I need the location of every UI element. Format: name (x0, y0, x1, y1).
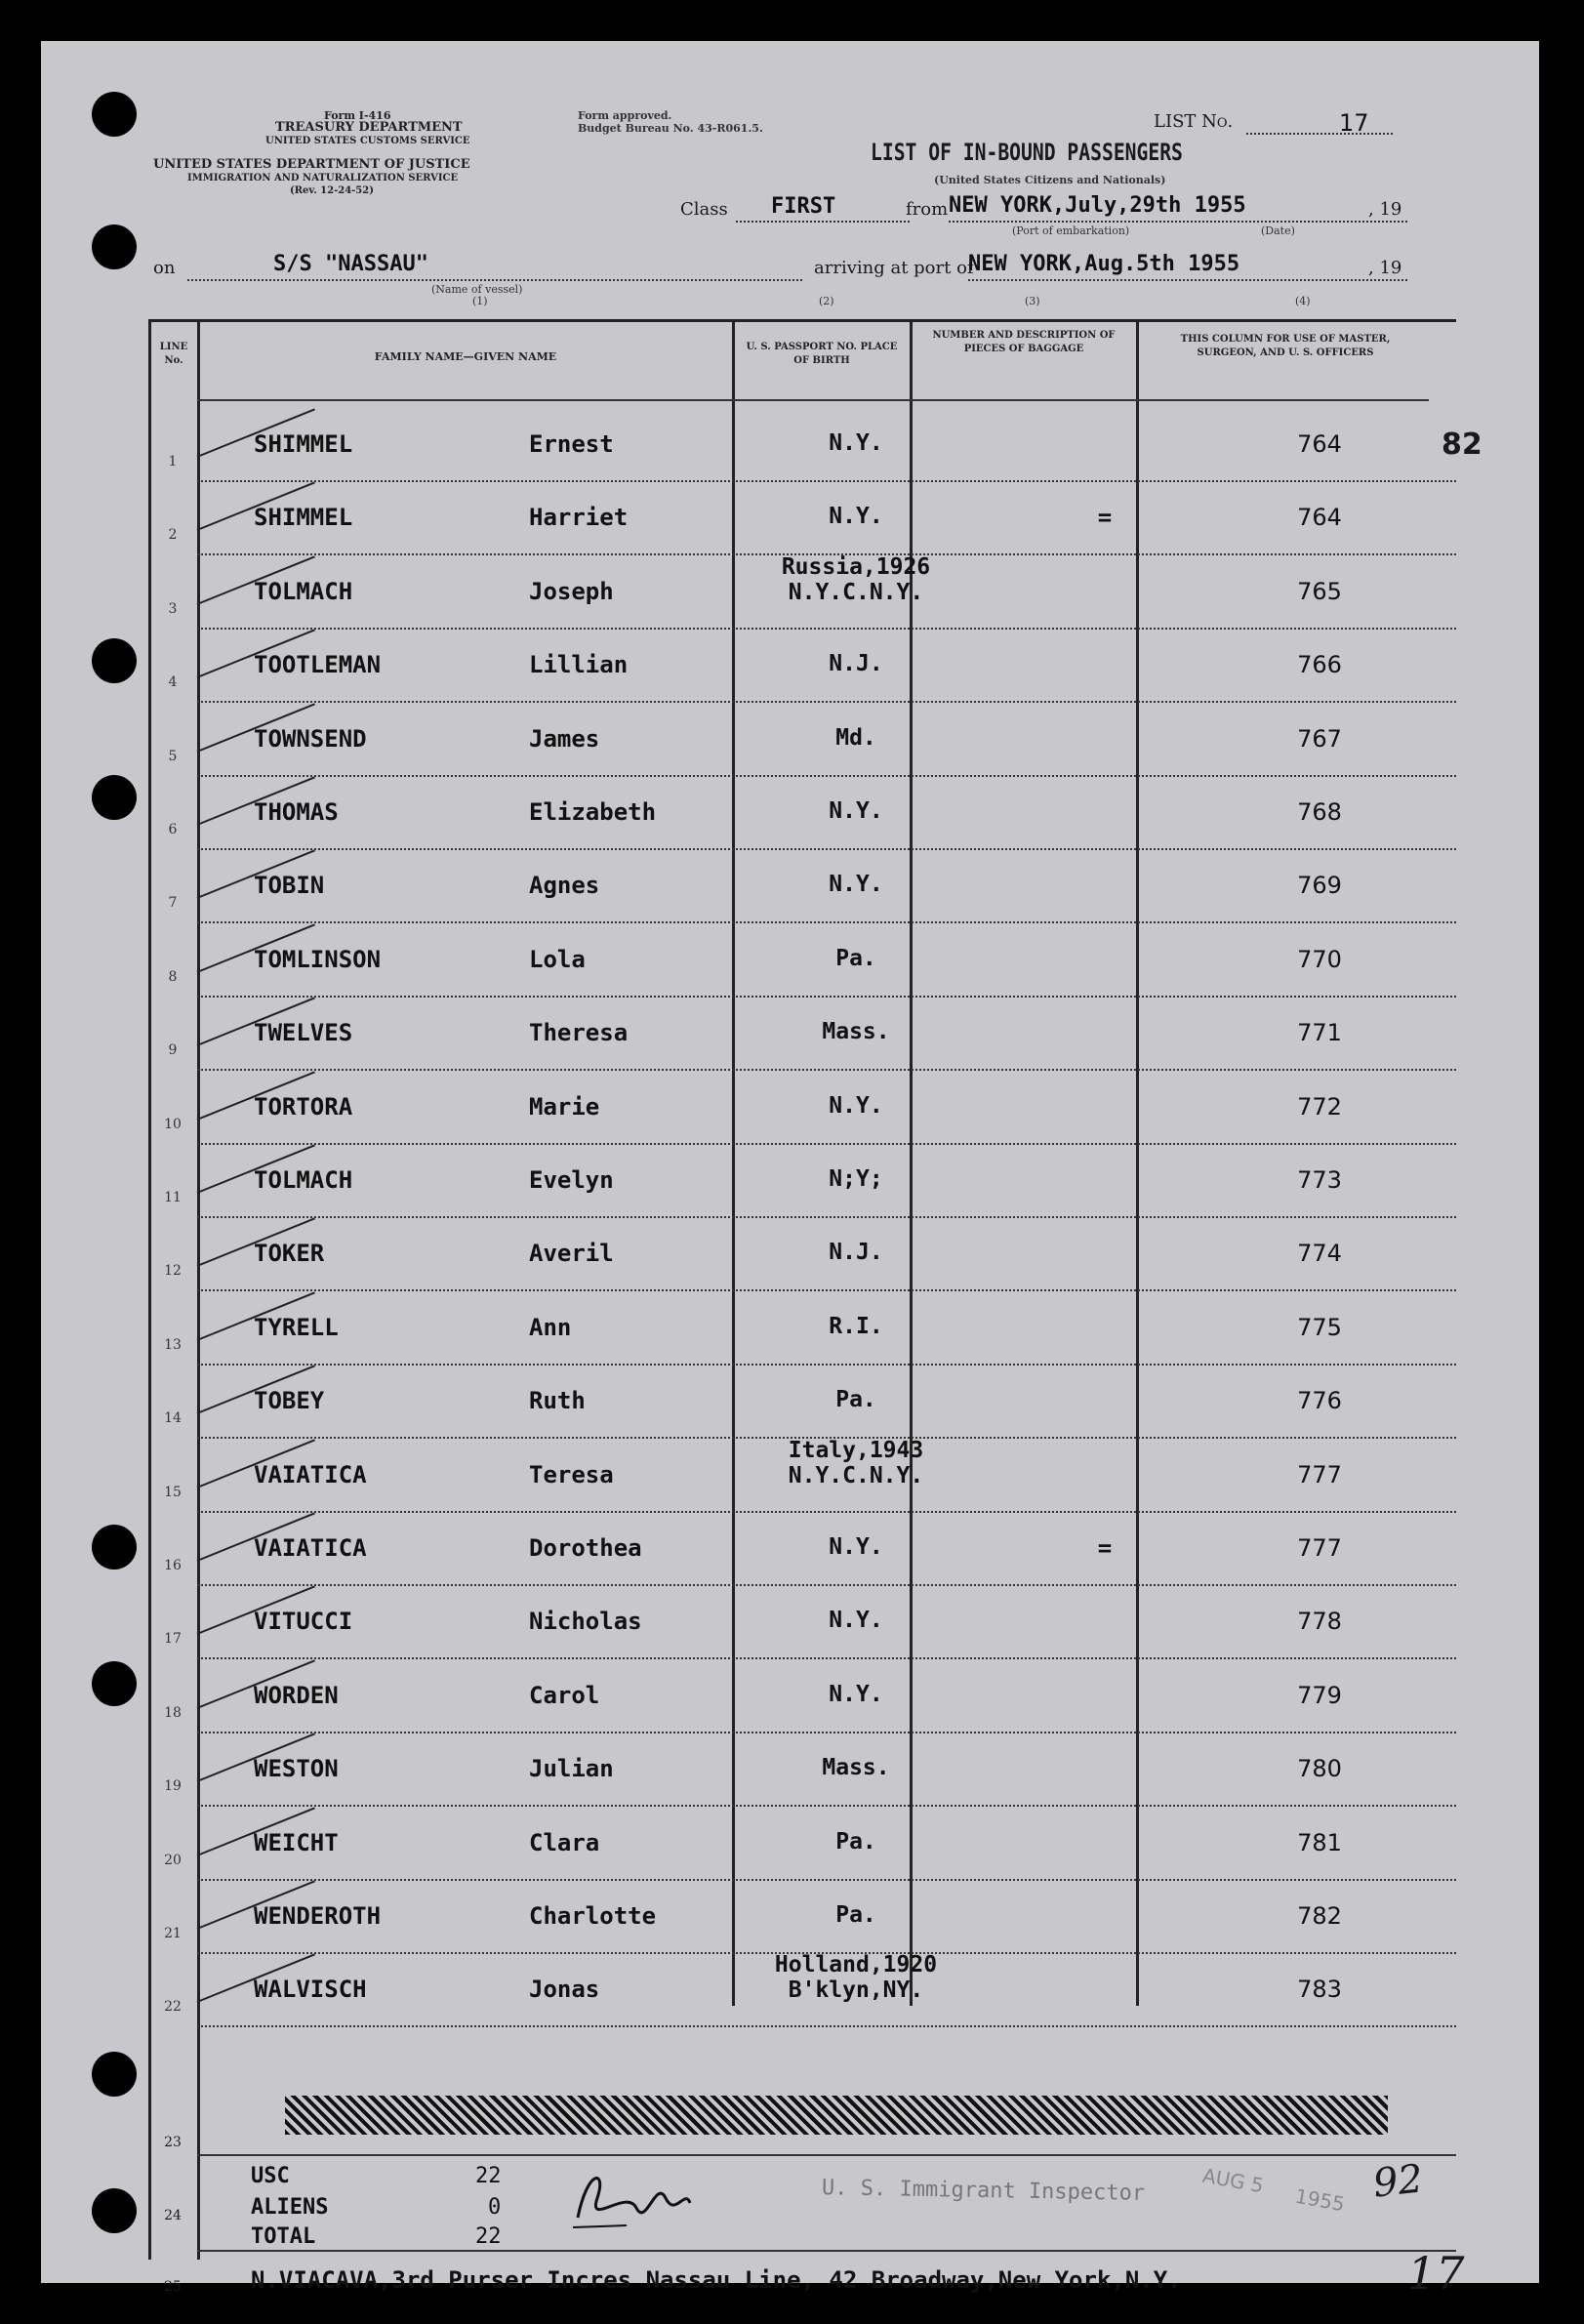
usc-value: 22 (475, 2164, 502, 2188)
binder-hole (92, 2052, 137, 2097)
officer-number: 766 (1297, 651, 1342, 679)
table-row (148, 1290, 1495, 1364)
place-of-birth (773, 1438, 939, 1488)
line-number: 21 (164, 1926, 182, 1941)
margin-note: 17 (1407, 2247, 1465, 2300)
officer-number: 778 (1297, 1608, 1342, 1636)
col-header-baggage: NUMBER AND DESCRIPTION OF PIECES OF BAGGAGE (932, 330, 1116, 354)
family-name: TORTORA (254, 1092, 353, 1121)
place-of-birth-line: Pa. (835, 1387, 876, 1413)
revision-label: (Rev. 12-24-52) (290, 185, 374, 196)
document-page (41, 41, 1539, 2300)
line-number: 22 (164, 1999, 182, 2016)
place-of-birth-line: N.J. (829, 651, 883, 677)
binder-hole (92, 1661, 137, 1706)
place-of-birth (773, 946, 939, 971)
family-name: WORDEN (254, 1681, 339, 1709)
officer-number: 767 (1297, 724, 1342, 753)
arriving-value: NEW YORK,Aug.5th 1955 (968, 252, 1240, 276)
vessel-name: S/S "NASSAU" (273, 252, 428, 276)
place-of-birth (773, 1314, 939, 1339)
family-name: WALVISCH (254, 1976, 367, 2004)
table-row (148, 628, 1495, 701)
col-header-name: FAMILY NAME—GIVEN NAME (374, 350, 557, 363)
place-of-birth (773, 1240, 939, 1265)
family-name: VITUCCI (254, 1608, 353, 1636)
total-value: 22 (475, 2224, 502, 2249)
table-row (148, 1070, 1495, 1143)
given-name: Evelyn (529, 1166, 614, 1194)
line-number: 2 (168, 527, 178, 544)
col1-caption: (1) (472, 295, 488, 307)
family-name: TOOTLEMAN (254, 651, 382, 679)
place-of-birth-line: R.I. (829, 1313, 883, 1339)
class-label: Class (680, 199, 728, 220)
place-of-birth (773, 1019, 939, 1044)
officer-number: 781 (1297, 1828, 1342, 1856)
place-of-birth-line: N.Y. (829, 1092, 883, 1119)
officer-number: 769 (1297, 872, 1342, 900)
officer-number: 771 (1297, 1019, 1342, 1047)
place-of-birth-line: Md. (835, 724, 876, 751)
budget-bureau: Budget Bureau No. 43-R061.5. (578, 122, 763, 135)
form-approved: Form approved. (578, 109, 672, 122)
table-row (148, 1143, 1495, 1216)
line-number: 24 (164, 2208, 182, 2223)
place-of-birth (773, 1608, 939, 1633)
table-row (148, 1438, 1495, 1511)
place-of-birth (773, 554, 939, 605)
family-name: WESTON (254, 1755, 339, 1783)
table-row (148, 480, 1495, 553)
baggage: = (1097, 1534, 1113, 1562)
place-of-birth-line: N;Y; (829, 1166, 883, 1192)
inspector-stamp: U. S. Immigrant Inspector (821, 2176, 1146, 2206)
table-row (148, 848, 1495, 921)
arriving-underline (968, 279, 1407, 281)
list-label: LIST No. (1154, 111, 1234, 132)
given-name: Jonas (529, 1976, 600, 2004)
line-number: 1 (168, 454, 178, 469)
place-of-birth (773, 504, 939, 529)
col-header-line: LINE No. (159, 342, 188, 366)
given-name: Harriet (529, 504, 629, 532)
place-of-birth (773, 1755, 939, 1780)
place-of-birth-line: N.Y. (829, 1608, 883, 1634)
given-name: Clara (529, 1828, 600, 1856)
binder-hole (92, 2188, 137, 2233)
line-number: 13 (164, 1336, 182, 1353)
family-name: TOBEY (254, 1387, 325, 1415)
family-name: TOWNSEND (254, 724, 367, 753)
given-name: Nicholas (529, 1608, 642, 1636)
line-number: 10 (164, 1116, 182, 1132)
list-underline (1246, 133, 1393, 135)
table-row (148, 1216, 1495, 1289)
officer-number: 779 (1297, 1681, 1342, 1709)
table-row (148, 1364, 1495, 1437)
place-of-birth-line: N.Y. (829, 504, 883, 530)
line-number: 23 (164, 2135, 182, 2150)
inspector-signature (568, 2159, 695, 2237)
place-of-birth (773, 1387, 939, 1412)
table-row (148, 1584, 1495, 1657)
place-of-birth (773, 651, 939, 676)
table-row (148, 922, 1495, 996)
line-number: 19 (164, 1778, 182, 1795)
officer-number: 768 (1297, 798, 1342, 826)
page-subtitle: (United States Citizens and Nationals) (934, 174, 1166, 186)
given-name: Lola (529, 945, 586, 973)
row-separator (197, 2250, 1456, 2252)
line-number: 15 (164, 1484, 182, 1500)
table-row (148, 1952, 1495, 2025)
officer-number: 780 (1297, 1755, 1342, 1783)
given-name: James (529, 724, 600, 753)
officer-number: 777 (1297, 1460, 1342, 1488)
officer-number: 777 (1297, 1534, 1342, 1562)
table-row (148, 1732, 1495, 1805)
place-of-birth (773, 1829, 939, 1855)
family-name: THOMAS (254, 798, 339, 826)
row-separator (197, 2025, 1456, 2027)
place-of-birth-line: Holland,1920 (774, 1952, 938, 1978)
family-name: VAIATICA (254, 1460, 367, 1488)
line-number: 5 (168, 748, 178, 764)
passenger-table (148, 319, 1465, 2300)
officer-number: 764 (1297, 430, 1342, 458)
col2-caption: (2) (819, 295, 834, 307)
vessel-underline (187, 279, 802, 281)
row-separator (197, 2154, 1456, 2156)
given-name: Ernest (529, 430, 614, 458)
place-of-birth-line: Russia,1926 (781, 553, 931, 580)
line-number: 18 (164, 1704, 182, 1721)
line-number: 14 (164, 1410, 182, 1427)
binder-hole (92, 1525, 137, 1570)
officer-number: 776 (1297, 1387, 1342, 1415)
officer-number: 775 (1297, 1313, 1342, 1341)
total-label: TOTAL (251, 2224, 316, 2249)
line-number: 7 (168, 895, 178, 912)
place-of-birth-line: N.Y. (829, 430, 883, 456)
treasury-label: TREASURY DEPARTMENT (275, 120, 463, 135)
officer-number: 770 (1297, 945, 1342, 973)
purser-line: N.VIACAVA,3rd Purser Incres Nassau Line, 42 Broadway,New York,N.Y. (251, 2266, 1182, 2294)
family-name: TOBIN (254, 872, 325, 900)
place-of-birth-line: Pa. (835, 945, 876, 971)
place-of-birth (773, 1902, 939, 1928)
usc-label: USC (251, 2164, 290, 2188)
place-of-birth-line: Pa. (835, 1828, 876, 1855)
form-number: Form I-416 (324, 109, 391, 122)
given-name: Ann (529, 1313, 572, 1341)
header-bottom-border (197, 399, 1429, 401)
place-of-birth (773, 725, 939, 751)
aliens-label: ALIENS (251, 2195, 329, 2220)
given-name: Agnes (529, 872, 600, 900)
line-number: 3 (168, 600, 178, 617)
given-name: Theresa (529, 1019, 629, 1047)
given-name: Lillian (529, 651, 629, 679)
officer-number: 783 (1297, 1976, 1342, 2004)
place-of-birth-line: N.Y.C.N.Y. (788, 579, 924, 605)
place-of-birth-line: B'klyn,NY. (788, 1977, 924, 2004)
given-name: Charlotte (529, 1902, 657, 1930)
family-name: WEICHT (254, 1828, 339, 1856)
table-row (148, 407, 1495, 480)
family-name: VAIATICA (254, 1534, 367, 1562)
place-of-birth-line: N.Y.C.N.Y. (788, 1462, 924, 1488)
page-annotation: 82 (1442, 428, 1482, 462)
given-name: Dorothea (529, 1534, 642, 1562)
place-of-birth-line: Italy,1943 (788, 1437, 924, 1463)
given-name: Carol (529, 1681, 600, 1709)
place-of-birth (773, 798, 939, 824)
from-underline (949, 221, 1407, 223)
line-number: 9 (168, 1042, 178, 1059)
given-name: Elizabeth (529, 798, 657, 826)
given-name: Marie (529, 1092, 600, 1121)
place-of-birth (773, 430, 939, 456)
stamp-date: AUG 5 (1200, 2163, 1266, 2198)
family-name: SHIMMEL (254, 504, 353, 532)
customs-label: UNITED STATES CUSTOMS SERVICE (265, 136, 470, 146)
officer-number: 765 (1297, 577, 1342, 605)
binder-hole (92, 224, 137, 269)
place-of-birth-line: N.Y. (829, 798, 883, 824)
margin-note: 92 (1370, 2156, 1426, 2207)
justice-label: UNITED STATES DEPARTMENT OF JUSTICE (153, 157, 470, 172)
line-number: 8 (168, 968, 178, 985)
place-of-birth-line: N.J. (829, 1240, 883, 1266)
given-name: Joseph (529, 577, 614, 605)
line-number: 20 (164, 1852, 182, 1868)
officer-number: 772 (1297, 1092, 1342, 1121)
place-of-birth-line: N.Y. (829, 872, 883, 898)
place-of-birth (773, 1093, 939, 1119)
redacted-row (285, 2096, 1388, 2135)
col4-caption: (4) (1295, 295, 1311, 307)
table-row (148, 1879, 1495, 1952)
given-name: Ruth (529, 1387, 586, 1415)
place-of-birth (773, 1166, 939, 1192)
year-suffix: , 19 (1368, 199, 1402, 220)
line-number: 12 (164, 1263, 182, 1280)
table-row (148, 1806, 1495, 1879)
baggage: = (1097, 504, 1113, 532)
family-name: WENDEROTH (254, 1902, 382, 1930)
family-name: TOLMACH (254, 577, 353, 605)
table-row (148, 996, 1495, 1069)
given-name: Averil (529, 1240, 614, 1268)
class-underline (736, 221, 910, 223)
year-suffix: , 19 (1368, 258, 1402, 278)
place-of-birth-line: Mass. (822, 1019, 890, 1045)
port-embark-caption: (Port of embarkation) (1012, 224, 1130, 237)
vessel-caption: (Name of vessel) (431, 283, 523, 296)
officer-number: 764 (1297, 504, 1342, 532)
from-value: NEW YORK,July,29th 1955 (949, 193, 1246, 218)
binder-hole (92, 775, 137, 820)
line-number: 25 (164, 2279, 182, 2295)
officer-number: 782 (1297, 1902, 1342, 1930)
family-name: TOLMACH (254, 1166, 353, 1194)
place-of-birth (773, 1952, 939, 2003)
arriving-label: arriving at port of (814, 258, 974, 278)
table-row (148, 554, 1495, 628)
family-name: SHIMMEL (254, 430, 353, 458)
table-top-border (148, 319, 1456, 322)
family-name: TYRELL (254, 1313, 339, 1341)
ins-label: IMMIGRATION AND NATURALIZATION SERVICE (187, 173, 459, 183)
class-value: FIRST (771, 194, 836, 219)
line-number: 4 (168, 674, 178, 691)
place-of-birth (773, 1534, 939, 1560)
from-label: from (906, 199, 949, 220)
family-name: TWELVES (254, 1019, 353, 1047)
aliens-value: 0 (488, 2195, 502, 2220)
col-header-officers: THIS COLUMN FOR USE OF MASTER, SURGEON, AND U. S. OFFICERS (1180, 334, 1391, 358)
given-name: Julian (529, 1755, 614, 1783)
place-of-birth-line: N.Y. (829, 1681, 883, 1707)
col-header-passport: U. S. PASSPORT NO. PLACE OF BIRTH (746, 342, 898, 366)
binder-hole (92, 638, 137, 683)
line-number: 16 (164, 1558, 182, 1573)
line-number: 17 (164, 1631, 182, 1648)
family-name: TOMLINSON (254, 945, 382, 973)
place-of-birth-line: N.Y. (829, 1534, 883, 1560)
list-number: 17 (1339, 109, 1369, 137)
place-of-birth (773, 872, 939, 897)
place-of-birth-line: Pa. (835, 1902, 876, 1928)
col3-caption: (3) (1025, 295, 1040, 307)
line-number: 6 (168, 822, 178, 837)
table-row (148, 1511, 1495, 1584)
stamp-year: 1955 (1293, 2183, 1347, 2217)
given-name: Teresa (529, 1460, 614, 1488)
place-of-birth (773, 1682, 939, 1707)
table-row (148, 775, 1495, 848)
officer-number: 774 (1297, 1240, 1342, 1268)
table-row (148, 1658, 1495, 1732)
line-number: 11 (164, 1190, 182, 1205)
date-caption: (Date) (1261, 224, 1295, 237)
table-row (148, 702, 1495, 775)
page-title: LIST OF IN-BOUND PASSENGERS (871, 139, 1183, 166)
place-of-birth-line: Mass. (822, 1755, 890, 1781)
family-name: TOKER (254, 1240, 325, 1268)
binder-hole (92, 92, 137, 137)
officer-number: 773 (1297, 1166, 1342, 1194)
on-label: on (153, 258, 176, 278)
